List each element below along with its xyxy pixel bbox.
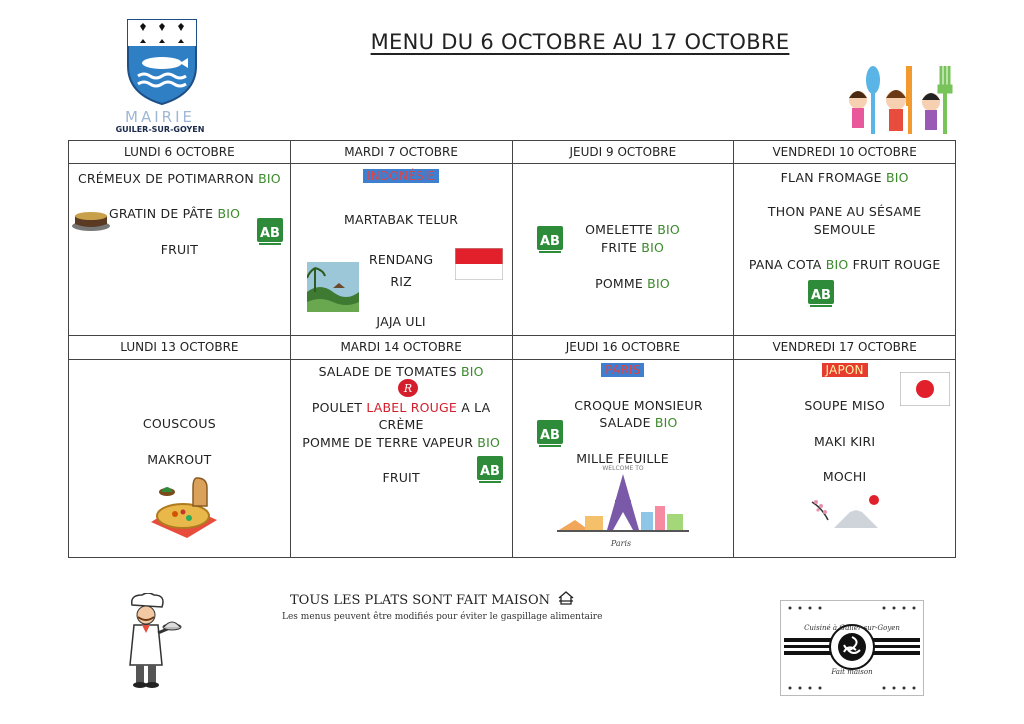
week2-header-row — [69, 336, 956, 359]
menu-cell-vendredi-10 — [734, 164, 956, 336]
day-header: MARDI 7 OCTOBRE — [290, 141, 512, 164]
svg-text:AB: AB — [260, 226, 280, 242]
menu-cell-jeudi-16 — [512, 359, 734, 557]
menu-item: FLAN FROMAGE BIO — [780, 170, 909, 186]
week1-header-row — [69, 141, 956, 164]
menu-cell-vendredi-17 — [734, 359, 956, 557]
menu-item: RENDANG — [368, 252, 434, 268]
indonesia-flag — [455, 248, 503, 280]
svg-text:AB: AB — [479, 463, 500, 479]
fait-maison-stamp — [780, 600, 924, 696]
menu-item: RIZ — [390, 274, 412, 290]
couscous-illustration — [147, 472, 219, 538]
menu-item: SALADE BIO — [599, 414, 678, 430]
menu-cell-jeudi-9 — [512, 164, 734, 336]
label-rouge-icon — [397, 378, 419, 398]
menu-item: FRUIT — [160, 242, 199, 258]
menu-item: FRITE BIO — [601, 240, 664, 256]
day-header: JEUDI 9 OCTOBRE — [512, 141, 734, 164]
day-header: VENDREDI 17 OCTOBRE — [734, 336, 956, 359]
menu-item: OMELETTE BIO — [585, 222, 680, 238]
menu-item: COUSCOUS — [142, 415, 216, 431]
svg-text:AB: AB — [539, 234, 560, 250]
menu-item: FRUIT — [382, 469, 420, 485]
page-title: MENU DU 6 OCTOBRE AU 17 OCTOBRE — [370, 30, 790, 54]
menu-item: MILLE FEUILLE — [576, 450, 669, 466]
menu-item: JAJA ULI — [376, 314, 426, 330]
menu-cell-lundi-6 — [69, 164, 291, 336]
theme-badge: JAPON — [734, 362, 955, 377]
menu-cell-lundi-13 — [69, 359, 291, 557]
menu-item: THON PANE AU SÉSAME — [767, 204, 922, 220]
week1-menu-row — [69, 164, 956, 336]
menu-change-note: Les menus peuvent être modifiés pour éviter le gaspillage alimentaire — [282, 612, 603, 622]
menu-item: MOCHI — [822, 468, 867, 484]
menu-item: POMME DE TERRE VAPEUR BIO — [302, 434, 500, 450]
menu-item: MAKI KIRI — [814, 433, 876, 449]
menu-item: SALADE DE TOMATES BIO — [318, 363, 484, 379]
day-header: LUNDI 13 OCTOBRE — [69, 336, 291, 359]
day-header: VENDREDI 10 OCTOBRE — [734, 141, 956, 164]
mairie-label: MAIRIE — [125, 108, 195, 126]
day-header: LUNDI 6 OCTOBRE — [69, 141, 291, 164]
day-header: MARDI 14 OCTOBRE — [290, 336, 512, 359]
theme-badge: PARIS — [513, 362, 734, 377]
svg-text:AB: AB — [539, 427, 560, 443]
theme-badge: INDONÉSIE — [291, 168, 512, 183]
paris-poster — [557, 464, 689, 550]
gratin-dish-icon — [71, 206, 111, 232]
day-header: JEUDI 16 OCTOBRE — [512, 336, 734, 359]
coat-of-arms-logo — [126, 18, 198, 106]
homemade-note: TOUS LES PLATS SONT FAIT MAISON — [290, 591, 574, 608]
svg-text:Fait maison: Fait maison — [831, 668, 873, 676]
menu-item: PANA COTA BIO FRUIT ROUGE — [748, 257, 941, 273]
menu-item: MARTABAK TELUR — [344, 212, 459, 228]
kids-cutlery-illustration — [843, 64, 958, 136]
menu-grid — [68, 140, 956, 558]
menu-item: SOUPE MISO — [804, 397, 885, 413]
menu-item: CRÈME — [378, 416, 424, 432]
svg-text:R: R — [403, 381, 412, 395]
menu-cell-mardi-7 — [290, 164, 512, 336]
menu-item: POMME BIO — [595, 276, 670, 292]
menu-item: CROQUE MONSIEUR — [574, 397, 703, 413]
menu-item: CRÉMEUX DE POTIMARRON BIO — [77, 171, 281, 187]
house-icon — [558, 591, 574, 605]
menu-item: MAKROUT — [147, 451, 212, 467]
week2-menu-row — [69, 359, 956, 557]
menu-cell-mardi-14 — [290, 359, 512, 557]
svg-text:Paris: Paris — [610, 538, 631, 548]
japan-mountain-blossom-image — [810, 492, 890, 532]
svg-text:WELCOME TO: WELCOME TO — [601, 464, 644, 472]
svg-text:Cuisiné à Guiler-sur-Goyen: Cuisiné à Guiler-sur-Goyen — [804, 624, 900, 632]
svg-text:AB: AB — [811, 288, 832, 304]
chef-illustration — [120, 593, 182, 689]
ab-organic-logo — [808, 274, 834, 310]
indonesia-landscape-image — [307, 262, 359, 312]
menu-item: SEMOULE — [813, 222, 876, 238]
commune-label: GUILER-SUR-GOYEN — [115, 125, 205, 134]
menu-item: GRATIN DE PÂTE BIO — [109, 206, 241, 222]
menu-item: POULET LABEL ROUGE A LA — [311, 399, 491, 415]
